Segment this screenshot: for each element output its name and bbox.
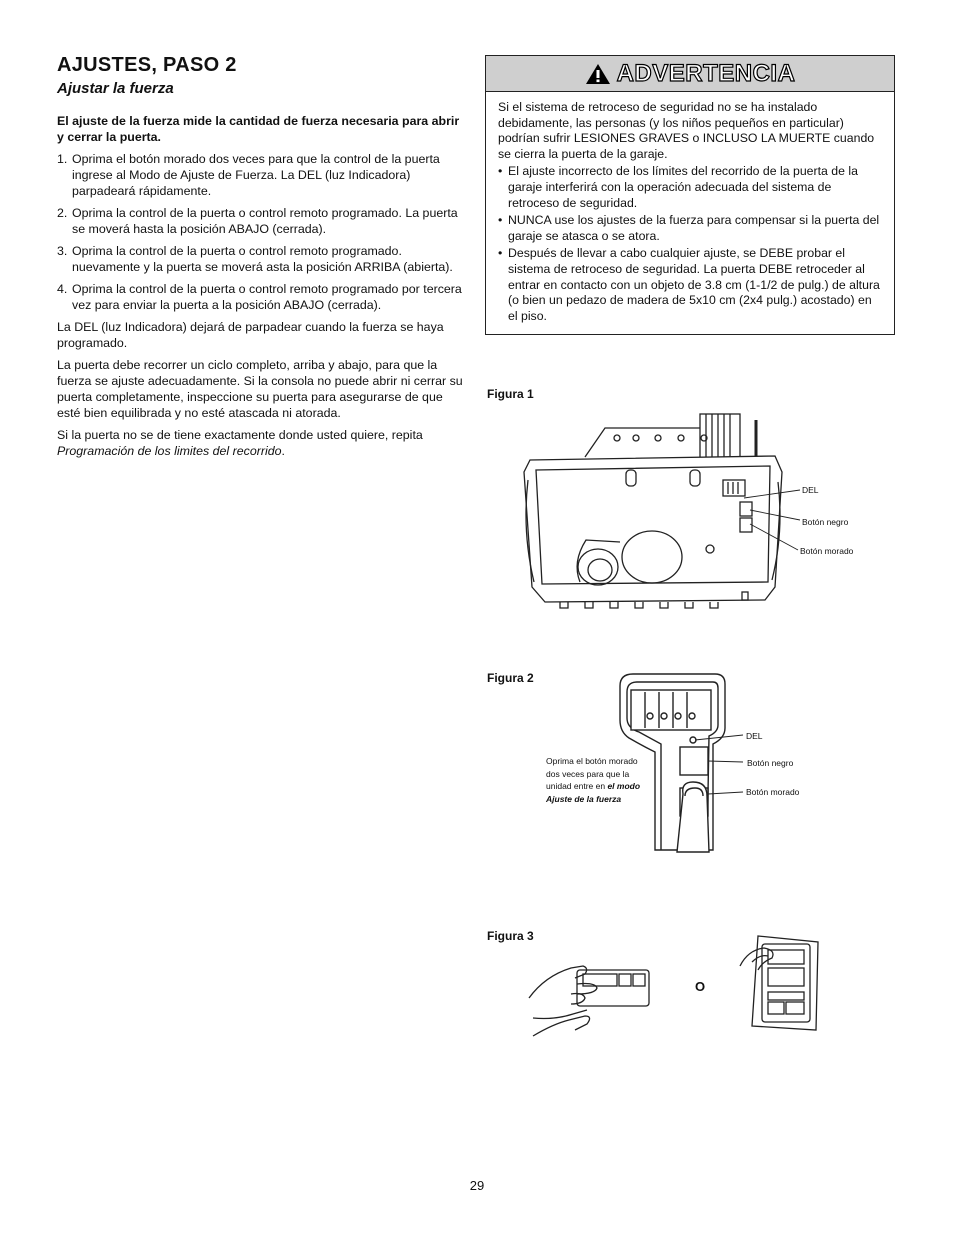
paragraph-led: La DEL (luz Indicadora) dejará de parpadear cuando la fuerza se haya programado. — [57, 320, 444, 350]
page-title: AJUSTES, PASO 2 — [57, 54, 237, 76]
step-text: Oprima la control de la puerta o control remoto programado. nuevamente y la puerta se moverá asta la posición ARRIBA (abierta). — [72, 244, 453, 274]
note-plain: unidad entre en — [546, 781, 608, 791]
limits-reference: Programación de los limites del recorrido — [57, 444, 282, 458]
list-item — [57, 205, 467, 237]
list-item — [498, 213, 882, 244]
warning-body — [486, 92, 894, 324]
repeat-end: . — [281, 444, 285, 458]
steps-list — [57, 151, 467, 313]
list-item — [57, 243, 467, 275]
paragraph-repeat — [57, 427, 467, 459]
page-number: 29 — [469, 1178, 485, 1193]
step-text: Oprima la control de la puerta o control remoto programado por tercera vez para enviar la puerta a la posición ABAJO (cerrada). — [72, 282, 462, 312]
list-item — [498, 164, 882, 211]
fig2-note — [546, 755, 640, 805]
note-line — [546, 793, 640, 806]
list-item — [498, 246, 882, 324]
bullet: • — [498, 164, 503, 179]
figure2-label: Figura 2 — [487, 671, 534, 685]
step-number: 1. — [57, 152, 68, 166]
figure3-label: Figura 3 — [487, 929, 534, 943]
warning-list — [498, 164, 882, 324]
list-item — [57, 281, 467, 313]
instructions-column — [57, 113, 467, 465]
note-bold: Ajuste de la fuerza — [546, 793, 622, 804]
warning-item: El ajuste incorrecto de los límites del recorrido de la puerta de la garaje interferirá con la operación adecuada del sistema de retroceso de seguridad. — [508, 164, 858, 210]
note-line: Oprima el botón morado — [546, 756, 638, 766]
warning-title: ADVERTENCIA — [616, 59, 796, 87]
paragraph-cycle: La puerta debe recorrer un ciclo completo, arriba y abajo, para que la fuerza se ajuste adecuadamente. Si la consola no puede abrir ni cerrar su puerta completamente, inspeccione su puerta para asegurarse de que esté bien equilibrada y no esté atascada ni atorada. — [57, 358, 463, 420]
step-number: 3. — [57, 244, 68, 258]
fig2-callout-led: DEL — [746, 731, 763, 741]
fig1-callout-black-button: Botón negro — [802, 517, 849, 527]
fig1-callout-led: DEL — [802, 485, 819, 495]
intro-text: El ajuste de la fuerza mide la cantidad de fuerza necesaria para abrir y cerrar la puerta. — [57, 114, 460, 144]
step-number: 2. — [57, 206, 68, 220]
repeat-text: Si la puerta no se de tiene exactamente donde usted quiere, repita — [57, 428, 423, 442]
remote-in-hand-illustration — [525, 958, 655, 1040]
step-text: Oprima el botón morado dos veces para que la control de la puerta ingrese al Modo de Ajuste de Fuerza. La DEL (luz Indicadora) parpadeará rápidamente. — [72, 152, 440, 198]
fig2-callout-purple-button: Botón morado — [746, 787, 800, 797]
fig1-callout-purple-button: Botón morado — [800, 546, 854, 556]
warning-box — [485, 55, 895, 335]
section-subtitle: Ajustar la fuerza — [57, 80, 174, 97]
bullet: • — [498, 246, 503, 261]
warning-intro: Si el sistema de retroceso de seguridad no se ha instalado debidamente, las personas (y los niños pequeños en particular) podrían sufrir LESIONES GRAVES o INCLUSO LA MUERTE cuando se cierra la puerta de la garaje. — [498, 100, 875, 161]
step-number: 4. — [57, 282, 68, 296]
note-bold: el modo — [607, 781, 641, 791]
warning-item: NUNCA use los ajustes de la fuerza para compensar si la puerta del garaje se atasca o se atora. — [508, 213, 880, 243]
opener-motor-unit-illustration — [520, 412, 790, 612]
note-line — [546, 780, 640, 793]
note-line: dos veces para que la — [546, 768, 630, 779]
step-text: Oprima la control de la puerta o control remoto programado. La puerta se moverá hasta la posición ABAJO (cerrada). — [72, 206, 458, 236]
warning-header — [486, 56, 894, 92]
wall-control-in-hand-illustration — [738, 932, 822, 1032]
figure1-label: Figura 1 — [487, 387, 534, 401]
list-item — [57, 151, 467, 199]
warning-triangle-icon — [585, 63, 611, 85]
bullet: • — [498, 213, 503, 228]
fig2-callout-black-button: Botón negro — [747, 758, 794, 768]
or-separator: O — [695, 979, 706, 994]
warning-item: Después de llevar a cabo cualquier ajuste, se DEBE probar el sistema de retroceso de seguridad. La puerta DEBE retroceder al entrar en contacto con un objeto de 3.8 cm (1-1/2 de pulg.) de altura (o bien un pedazo de madera de 5x10 cm (2x4 pulg.) acostado) en el piso. — [508, 246, 880, 323]
